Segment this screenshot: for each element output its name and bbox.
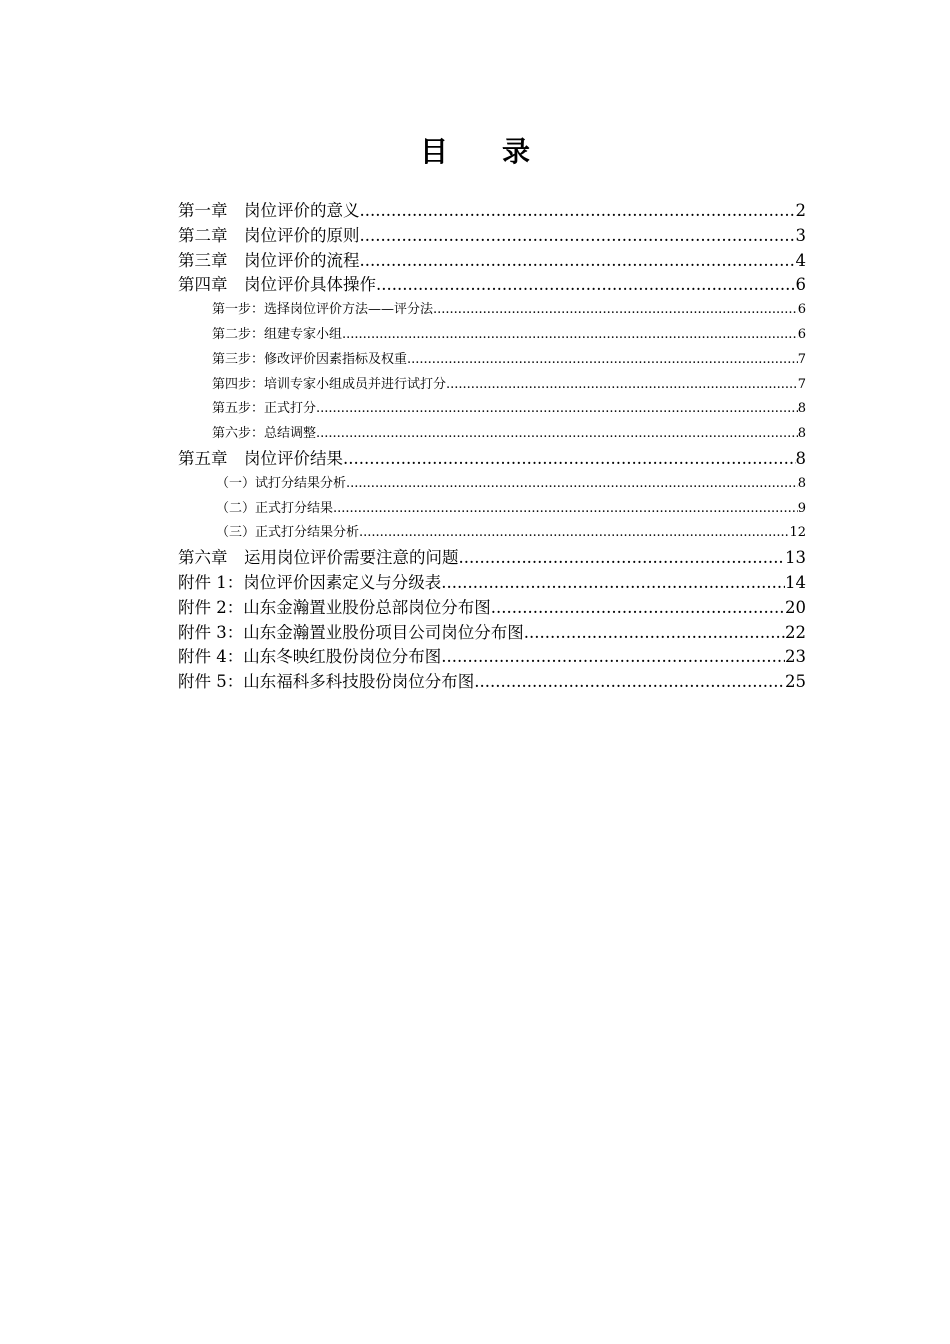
toc-entry-page-number: 6 bbox=[797, 302, 806, 318]
toc-entry[interactable] bbox=[178, 422, 806, 447]
toc-entry-label: （二）正式打分结果 bbox=[216, 500, 334, 516]
toc-entry-page-number: 6 bbox=[797, 326, 806, 342]
toc-entry[interactable] bbox=[178, 298, 806, 323]
toc-entry[interactable] bbox=[178, 596, 806, 621]
toc-entry-page-number: 8 bbox=[795, 448, 806, 468]
toc-entry-page-number: 13 bbox=[785, 548, 806, 568]
toc-dot-leader bbox=[441, 571, 785, 596]
toc-dot-leader bbox=[346, 472, 798, 497]
toc-dot-leader bbox=[360, 249, 796, 274]
toc-dot-leader bbox=[333, 497, 798, 522]
toc-entry[interactable] bbox=[178, 670, 806, 695]
toc-entry-label: 第一步：选择岗位评价方法——评分法 bbox=[212, 302, 434, 318]
toc-entry-label: 附件 5：山东福科多科技股份岗位分布图 bbox=[178, 672, 475, 692]
toc-entry-label: （三）正式打分结果分析 bbox=[216, 525, 360, 541]
toc-entry-label: 第五章 岗位评价结果 bbox=[178, 448, 343, 468]
toc-entry-label: 第四章 岗位评价具体操作 bbox=[178, 275, 376, 295]
toc-dot-leader bbox=[342, 323, 798, 348]
toc-entry-label: 第六步：总结调整 bbox=[212, 426, 317, 442]
toc-entry[interactable] bbox=[178, 645, 806, 670]
toc-entry-label: 第三章 岗位评价的流程 bbox=[178, 250, 360, 270]
toc-entry-label: 附件 2：山东金瀚置业股份总部岗位分布图 bbox=[178, 597, 491, 617]
toc-dot-leader bbox=[524, 621, 785, 646]
toc-entry-label: 第一章 岗位评价的意义 bbox=[178, 201, 360, 220]
toc-dot-leader bbox=[474, 670, 785, 695]
toc-dot-leader bbox=[359, 521, 789, 546]
toc-entry[interactable] bbox=[178, 249, 806, 274]
toc-entry[interactable] bbox=[178, 397, 806, 422]
toc-entry-label: 第三步：修改评价因素指标及权重 bbox=[212, 351, 408, 367]
toc-entry-label: 第四步：培训专家小组成员并进行试打分 bbox=[212, 376, 447, 392]
toc-entry-page-number: 3 bbox=[795, 225, 806, 245]
toc-entry-page-number: 9 bbox=[797, 500, 806, 516]
toc-entry-page-number: 8 bbox=[797, 475, 806, 491]
toc-entry-label: 第五步：正式打分 bbox=[212, 401, 317, 417]
toc-entry-page-number: 14 bbox=[785, 572, 806, 592]
toc-entry-page-number: 20 bbox=[785, 597, 806, 617]
toc-dot-leader bbox=[376, 273, 796, 298]
toc-dot-leader bbox=[316, 422, 798, 447]
toc-entry[interactable] bbox=[178, 199, 806, 224]
toc-entry[interactable] bbox=[178, 447, 806, 472]
toc-dot-leader bbox=[360, 224, 796, 249]
toc-dot-leader bbox=[343, 447, 796, 472]
toc-entry-page-number: 23 bbox=[785, 647, 806, 667]
toc-entry[interactable] bbox=[178, 546, 806, 571]
toc-entry-page-number: 8 bbox=[797, 426, 806, 442]
toc-entry[interactable] bbox=[178, 373, 806, 398]
toc-entry-page-number: 25 bbox=[785, 672, 806, 692]
toc-dot-leader bbox=[360, 199, 796, 224]
toc-entry[interactable] bbox=[178, 224, 806, 249]
toc-entry-page-number: 7 bbox=[797, 376, 806, 392]
toc-dot-leader bbox=[316, 397, 798, 422]
toc-entry-label: 附件 3：山东金瀚置业股份项目公司岗位分布图 bbox=[178, 622, 524, 642]
toc-entry-page-number: 12 bbox=[789, 525, 806, 541]
toc-entry-label: 第二步：组建专家小组 bbox=[212, 326, 343, 342]
toc-entry-page-number: 2 bbox=[795, 201, 806, 220]
toc-entry-page-number: 22 bbox=[785, 622, 806, 642]
toc-entry[interactable] bbox=[178, 273, 806, 298]
toc-entry[interactable] bbox=[178, 521, 806, 546]
toc-entry-label: 第六章 运用岗位评价需要注意的问题 bbox=[178, 548, 459, 568]
toc-entry-page-number: 7 bbox=[797, 351, 806, 367]
toc-entry[interactable] bbox=[178, 571, 806, 596]
toc-title: 目录 bbox=[419, 135, 584, 168]
toc-entry-label: 附件 4：山东冬映红股份岗位分布图 bbox=[178, 647, 442, 667]
table-of-contents bbox=[178, 199, 806, 695]
toc-entry[interactable] bbox=[178, 621, 806, 646]
toc-entry-page-number: 8 bbox=[797, 401, 806, 417]
toc-entry-page-number: 4 bbox=[795, 250, 806, 270]
toc-entry[interactable] bbox=[178, 472, 806, 497]
toc-dot-leader bbox=[407, 348, 798, 373]
toc-entry-label: 附件 1：岗位评价因素定义与分级表 bbox=[178, 572, 442, 592]
toc-dot-leader bbox=[459, 546, 786, 571]
toc-entry[interactable] bbox=[178, 497, 806, 522]
toc-entry-label: 第二章 岗位评价的原则 bbox=[178, 225, 360, 245]
toc-dot-leader bbox=[446, 373, 798, 398]
toc-dot-leader bbox=[441, 645, 785, 670]
toc-entry-label: （一）试打分结果分析 bbox=[216, 475, 347, 491]
toc-entry-page-number: 6 bbox=[795, 275, 806, 295]
toc-dot-leader bbox=[433, 298, 798, 323]
toc-dot-leader bbox=[491, 596, 785, 621]
toc-entry[interactable] bbox=[178, 348, 806, 373]
toc-entry[interactable] bbox=[178, 323, 806, 348]
